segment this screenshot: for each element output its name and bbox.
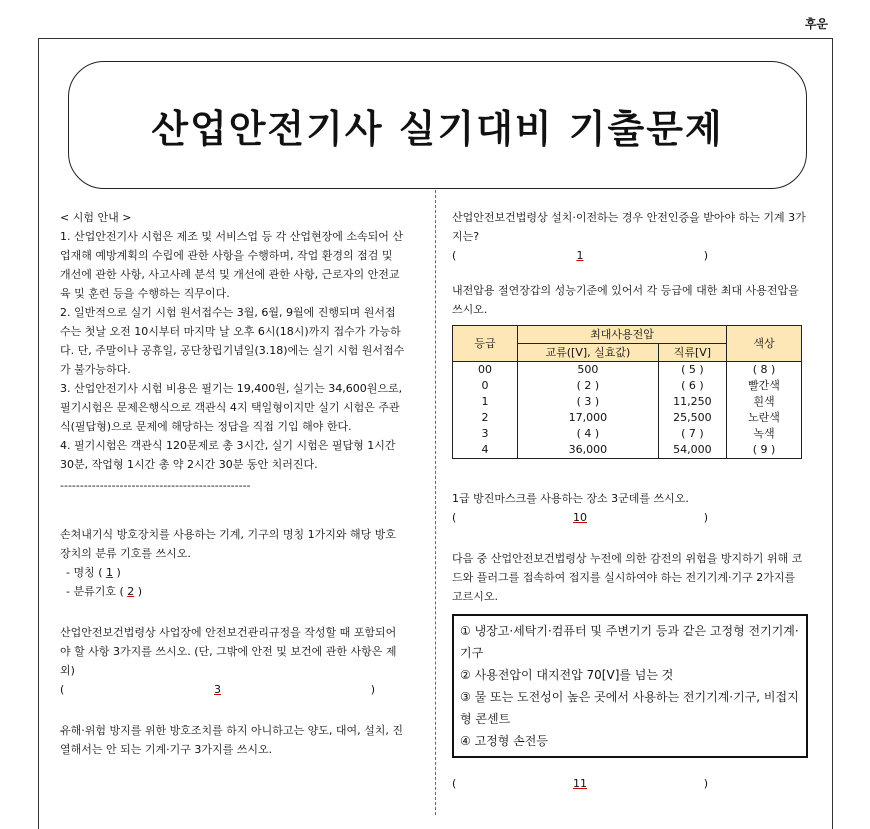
- cell-grade: 1: [453, 394, 518, 410]
- blank-number: 3: [214, 683, 221, 696]
- cell-grade: 2: [453, 410, 518, 426]
- answer-close: ): [116, 566, 121, 579]
- left-column: [60, 208, 405, 759]
- guide-item-1: 1. 산업안전기사 시험은 제조 및 서비스업 등 각 산업현장에 소속되어 산업재해 예방계획의 수립에 관한 사항을 수행하며, 작업 환경의 점검 및 개선에 관한 사항, 사고사례 분석 및 개선에 관한 사항, 근로자의 안전교육 및 훈련 등을 수행하는 직무이다.: [60, 230, 403, 300]
- answer-line-code: [66, 582, 405, 601]
- answer-label: - 분류기호 (: [66, 585, 124, 598]
- answer-blank: [452, 774, 808, 793]
- cell-grade: 3: [453, 426, 518, 442]
- blank-close: ): [703, 511, 708, 524]
- question-guard-devices: 유해·위험 방지를 위한 방호조치를 하지 아니하고는 양도, 대여, 설치, 진열해서는 안 되는 기계·기구 3가지를 쓰시오.: [60, 724, 403, 756]
- cell-ac: ( 3 ): [518, 394, 659, 410]
- cell-ac: 36,000: [518, 442, 659, 459]
- blank-open: (: [452, 511, 457, 524]
- cell-color: 녹색: [727, 426, 802, 442]
- answer-blank: [452, 508, 808, 527]
- blank-open: (: [60, 683, 65, 696]
- cell-grade: 4: [453, 442, 518, 459]
- question-dust-mask: 1급 방진마스크를 사용하는 장소 3군데를 쓰시오.: [452, 492, 689, 505]
- option-item: ① 냉장고·세탁기·컴퓨터 및 주변기기 등과 같은 고정형 전기기계·기구: [460, 624, 799, 660]
- option-item: ③ 물 또는 도전성이 높은 곳에서 사용하는 전기기계·기구, 비접지형 콘센트: [460, 690, 799, 726]
- cell-dc: ( 7 ): [658, 426, 726, 442]
- right-column: [452, 208, 808, 793]
- cell-ac: ( 2 ): [518, 378, 659, 394]
- table-row: [453, 426, 802, 442]
- question-grounding: 다음 중 산업안전보건법령상 누전에 의한 감전의 위험을 방지하기 위해 코드와 플러그를 접속하여 접지를 실시하여야 하는 전기기계·기구 2가지를 고르시오.: [452, 552, 803, 603]
- cell-grade: 0: [453, 378, 518, 394]
- question-safety-certification: 산업안전보건법령상 설치·이전하는 경우 안전인증을 받아야 하는 기계 3가지는?: [452, 211, 806, 243]
- blank-close: ): [370, 683, 375, 696]
- blank-number: 2: [127, 585, 135, 598]
- guide-heading: < 시험 안내 >: [60, 211, 132, 224]
- header-grade: 등급: [453, 326, 518, 362]
- cell-dc: 11,250: [658, 394, 726, 410]
- cell-color: 노란색: [727, 410, 802, 426]
- cell-dc: ( 6 ): [658, 378, 726, 394]
- option-item: ② 사용전압이 대지전압 70[V]를 넘는 것: [460, 668, 674, 682]
- header-max-voltage: 최대사용전압: [518, 326, 727, 344]
- cell-ac: ( 4 ): [518, 426, 659, 442]
- cell-ac: 17,000: [518, 410, 659, 426]
- option-item: ④ 고정형 손전등: [460, 734, 548, 748]
- answer-blank: [452, 246, 808, 265]
- guide-item-2: 2. 일반적으로 실기 시험 원서접수는 3월, 6월, 9월에 진행되며 원서접수는 첫날 오전 10시부터 마지막 날 오후 6시(18시)까지 접수가 가능하다. 단, 주말이나 공휴일, 공단창립기념일(3.18)에는 실기 시험 원서접수가 불가능하다.: [60, 306, 405, 376]
- blank-close: ): [703, 777, 708, 790]
- blank-number: 11: [573, 777, 587, 790]
- guide-item-3: 3. 산업안전기사 시험 비용은 필기는 19,400원, 실기는 34,600원으로, 필기시험은 문제은행식으로 객관식 4지 택일형이지만 실기 시험은 주관식(필답형)으로 문제에 해당하는 정답을 직접 기입 해야 한다.: [60, 382, 403, 433]
- cell-color: 빨간색: [727, 378, 802, 394]
- blank-number: 1: [106, 566, 114, 579]
- guide-separator: ------------------------------------------------: [60, 479, 251, 492]
- title-banner: [68, 61, 807, 189]
- table-row: [453, 378, 802, 394]
- brand-label: 후운: [804, 17, 828, 31]
- question-insulating-gloves: 내전압용 절연장갑의 성능기준에 있어서 각 등급에 대한 최대 사용전압을 쓰시오.: [452, 284, 799, 316]
- options-box: [452, 614, 808, 758]
- table-row: [453, 442, 802, 459]
- cell-color: ( 8 ): [727, 362, 802, 379]
- cell-color: ( 9 ): [727, 442, 802, 459]
- blank-close: ): [703, 249, 708, 262]
- voltage-table: [452, 325, 802, 459]
- cell-dc: 54,000: [658, 442, 726, 459]
- cell-color: 흰색: [727, 394, 802, 410]
- table-row: [453, 362, 802, 379]
- question-protective-device: 손쳐내기식 방호장치를 사용하는 기계, 기구의 명칭 1가지와 해당 방호장치의 분류 기호를 쓰시오.: [60, 528, 396, 560]
- answer-label: - 명칭 (: [66, 566, 103, 579]
- question-safety-regulation: 산업안전보건법령상 사업장에 안전보건관리규정을 작성할 때 포함되어야 할 사항 3가지를 쓰시오. (단, 그밖에 안전 및 보건에 관한 사항은 제외): [60, 626, 397, 677]
- blank-open: (: [452, 777, 457, 790]
- column-divider: [435, 190, 436, 815]
- blank-open: (: [452, 249, 457, 262]
- cell-dc: 25,500: [658, 410, 726, 426]
- answer-line-name: [66, 563, 405, 582]
- table-row: [453, 410, 802, 426]
- header-color: 색상: [727, 326, 802, 362]
- cell-grade: 00: [453, 362, 518, 379]
- blank-number: 10: [573, 511, 587, 524]
- answer-blank: [60, 680, 405, 699]
- header-ac: 교류([V], 실효값): [518, 344, 659, 362]
- guide-item-4: 4. 필기시험은 객관식 120문제로 총 3시간, 실기 시험은 필답형 1시간 30분, 작업형 1시간 총 약 2시간 30분 동안 치러진다.: [60, 439, 396, 471]
- table-row: [453, 394, 802, 410]
- cell-dc: ( 5 ): [658, 362, 726, 379]
- page-title: 산업안전기사 실기대비 기출문제: [151, 106, 724, 151]
- blank-number: 1: [576, 249, 584, 262]
- header-dc: 직류[V]: [658, 344, 726, 362]
- cell-ac: 500: [518, 362, 659, 379]
- answer-close: ): [137, 585, 143, 598]
